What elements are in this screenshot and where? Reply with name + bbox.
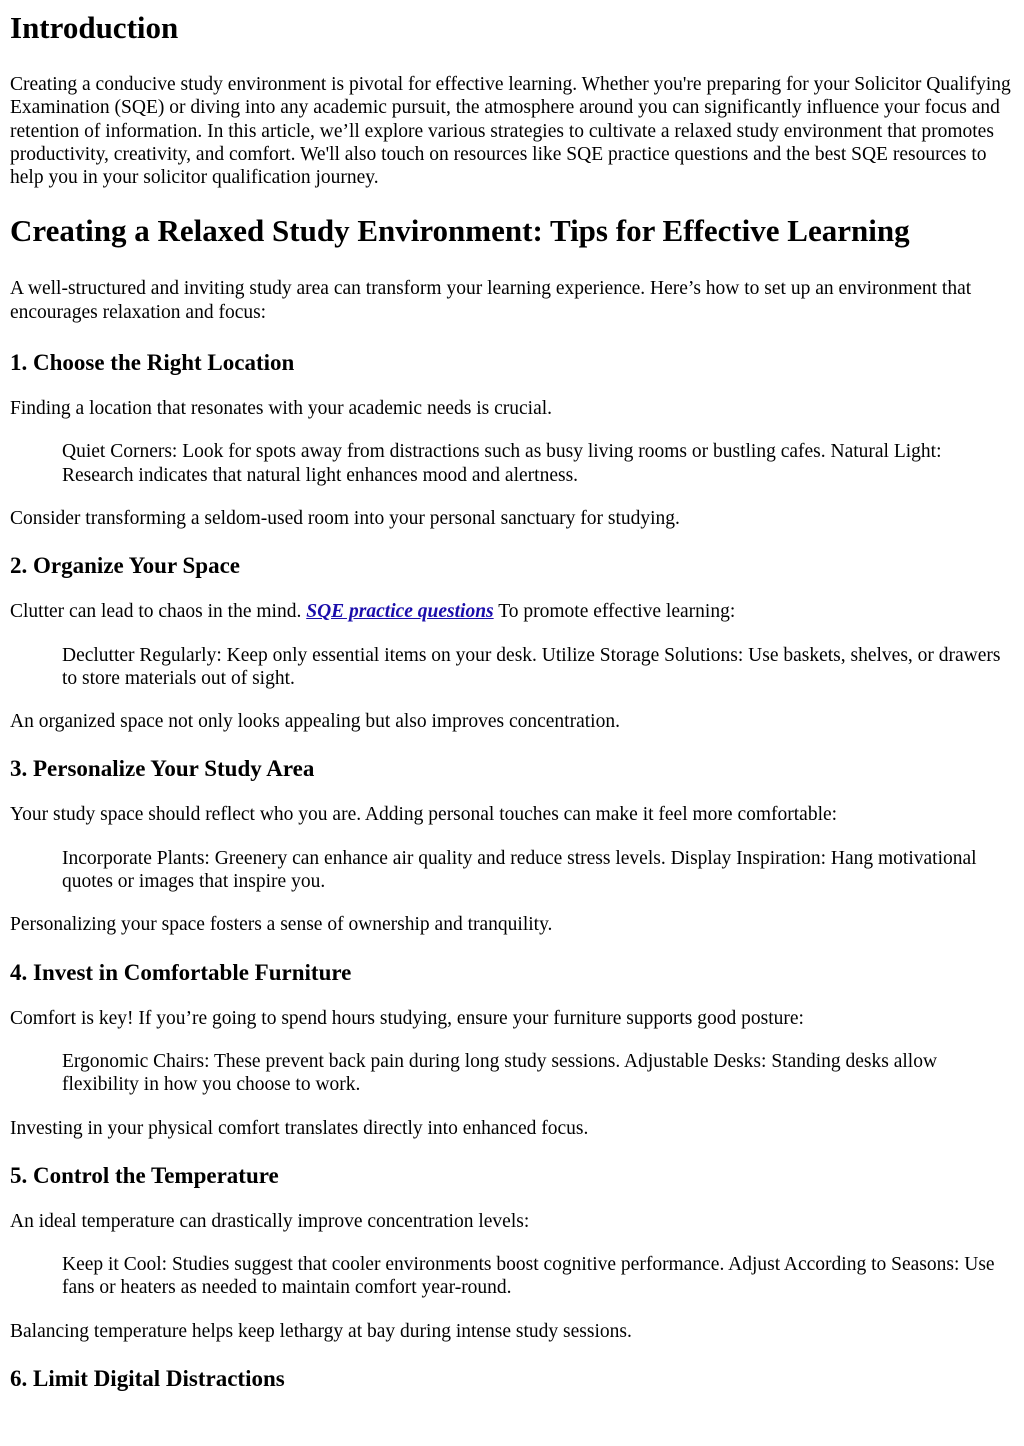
section-heading: 1. Choose the Right Location (10, 350, 295, 376)
section-heading: 4. Invest in Comfortable Furniture (10, 959, 352, 985)
section-closing: Investing in your physical comfort translates directly into enhanced focus. (10, 1117, 589, 1139)
section-lead: Your study space should reflect who you are. Adding personal touches can make it feel more comfortable: (10, 804, 838, 826)
lead-text-before: Clutter can lead to chaos in the mind. (10, 601, 302, 623)
section-comfortable-furniture (10, 959, 1014, 1140)
section-closing: Consider transforming a seldom-used room into your personal sanctuary for studying. (10, 507, 680, 529)
section-choose-location (10, 349, 1014, 530)
section-closing: Personalizing your space fosters a sense of ownership and tranquility. (10, 914, 553, 936)
section-indented-text: Keep it Cool: Studies suggest that cooler environments boost cognitive performance. Adjust According to Seasons: Use fans or heaters as needed to maintain comfort year-round. (62, 1254, 995, 1299)
section-digital-distractions (10, 1365, 1014, 1393)
intro-heading: Introduction (10, 10, 179, 45)
section-indented-text: Declutter Regularly: Keep only essential items on your desk. Utilize Storage Solutions: Use baskets, shelves, or drawers to store materials out of sight. (62, 644, 1001, 689)
section-heading: 3. Personalize Your Study Area (10, 756, 315, 782)
intro-paragraph: Creating a conducive study environment is pivotal for effective learning. Whether you're preparing for your Solicitor Qualifying Examination (SQE) or diving into any academic pursuit, the atmosphere around you can significantly influence your focus and retention of information. In this article, we’ll explore various strategies to cultivate a relaxed study environment that promotes productivity, creativity, and comfort. We'll also touch on resources like SQE practice questions and the best SQE resources to help you in your solicitor qualification journey. (10, 74, 1011, 189)
section-indented-text: Ergonomic Chairs: These prevent back pain during long study sessions. Adjustable Desks: Standing desks allow flexibility in how you choose to work. (62, 1050, 938, 1096)
section-lead: An ideal temperature can drastically improve concentration levels: (10, 1210, 530, 1232)
section-closing: Balancing temperature helps keep lethargy at bay during intense study sessions. (10, 1320, 632, 1342)
section-control-temperature (10, 1162, 1014, 1343)
section-lead: Comfort is key! If you’re going to spend hours studying, ensure your furniture supports good posture: (10, 1007, 804, 1029)
lead-text-after: To promote effective learning: (498, 601, 736, 623)
section-organize-space (10, 552, 1014, 733)
section-lead: Finding a location that resonates with your academic needs is crucial. (10, 398, 553, 420)
section-heading: 5. Control the Temperature (10, 1162, 279, 1188)
section-closing: An organized space not only looks appealing but also improves concentration. (10, 711, 620, 733)
section-indented-text: Quiet Corners: Look for spots away from distractions such as busy living rooms or bustling cafes. Natural Light: Research indicates that natural light enhances mood and alertness. (62, 441, 942, 486)
section-heading: 2. Organize Your Space (10, 553, 240, 579)
section-lead (10, 600, 1014, 623)
section-heading: 6. Limit Digital Distractions (10, 1366, 285, 1392)
main-paragraph: A well-structured and inviting study area can transform your learning experience. Here’s how to set up an environment that encourages relaxation and focus: (10, 278, 972, 323)
main-heading: Creating a Relaxed Study Environment: Tips for Effective Learning (10, 213, 910, 249)
section-indented-text: Incorporate Plants: Greenery can enhance air quality and reduce stress levels. Display Inspiration: Hang motivational quotes or images that inspire you. (62, 847, 977, 893)
section-personalize-area (10, 755, 1014, 936)
sqe-practice-questions-link[interactable]: SQE practice questions (306, 601, 494, 623)
